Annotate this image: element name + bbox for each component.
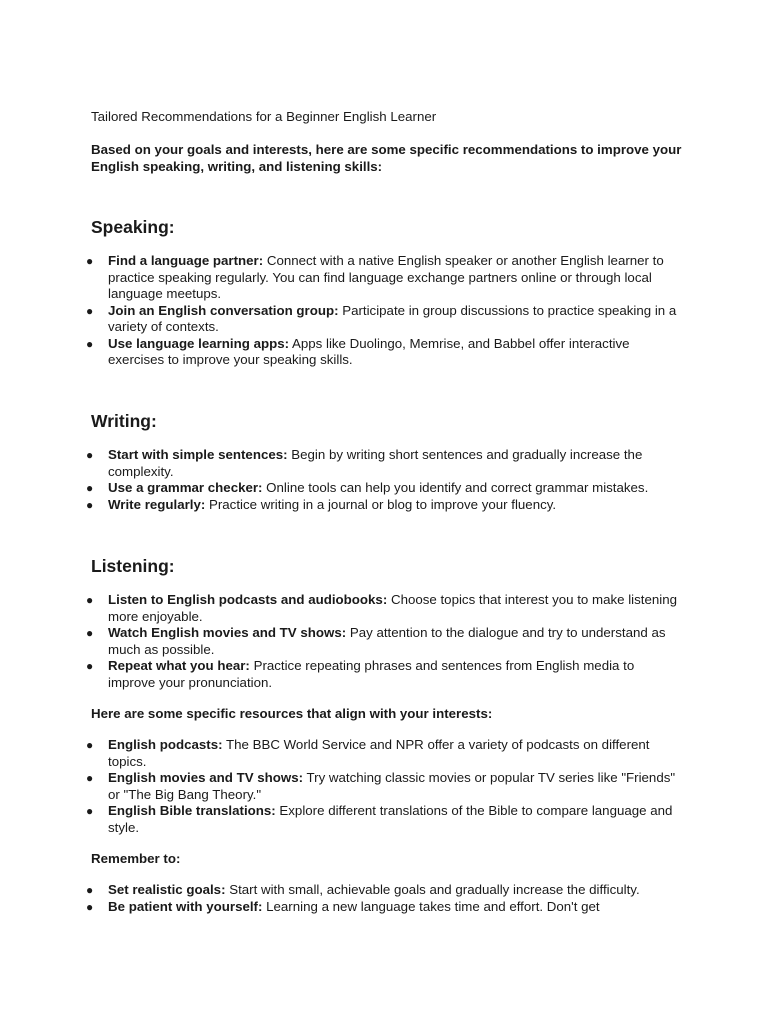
bullet-icon: ●: [86, 303, 94, 318]
intro-paragraph: Based on your goals and interests, here are some specific recommendations to improve your English speaking, writing, and listening skills:: [91, 142, 682, 174]
list-item: [86, 770, 683, 803]
item-text: Pay attention to the dialogue and try to understand as much as possible.: [108, 625, 666, 657]
item-text: The BBC World Service and NPR offer a variety of podcasts on different topics.: [108, 737, 650, 769]
item-label: Join an English conversation group:: [108, 302, 339, 318]
list-item: [86, 803, 683, 836]
item-label: Use a grammar checker:: [108, 480, 263, 495]
item-label: Write regularly:: [108, 496, 206, 512]
item-label: Listen to English podcasts and audiobooks:: [108, 592, 388, 607]
bullet-icon: ●: [86, 336, 94, 351]
list-item: [86, 302, 683, 336]
item-text: Choose topics that interest you to make listening more enjoyable.: [108, 592, 677, 624]
bullet-icon: ●: [86, 254, 94, 268]
list-item: [86, 253, 683, 303]
speaking-list: [86, 253, 683, 369]
bullet-icon: ●: [86, 883, 94, 897]
item-label: English podcasts:: [108, 737, 223, 752]
item-label: Set realistic goals:: [108, 882, 226, 897]
item-text: Practice repeating phrases and sentences from English media to improve your pronunciation.: [108, 658, 635, 690]
bullet-icon: ●: [86, 804, 94, 818]
item-text: Online tools can help you identify and correct grammar mistakes.: [262, 480, 649, 495]
bullet-icon: ●: [86, 497, 94, 512]
item-text: Begin by writing short sentences and gradually increase the complexity.: [108, 447, 643, 479]
list-item: [86, 737, 683, 770]
list-item: [86, 882, 683, 899]
item-text: Practice writing in a journal or blog to improve your fluency.: [205, 496, 557, 512]
item-label: Use language learning apps:: [108, 335, 290, 351]
list-item: [86, 447, 683, 480]
item-text: Learning a new language takes time and effort. Don't get: [262, 898, 600, 914]
document-title: Tailored Recommendations for a Beginner English Learner: [91, 109, 437, 124]
item-label: Be patient with yourself:: [108, 898, 263, 914]
list-item: [86, 496, 683, 514]
bullet-icon: ●: [86, 899, 94, 914]
item-text: Start with small, achievable goals and gradually increase the difficulty.: [225, 882, 640, 897]
item-text: Explore different translations of the Bible to compare language and style.: [108, 803, 673, 835]
item-text: Apps like Duolingo, Memrise, and Babbel offer interactive exercises to improve your speaking skills.: [108, 335, 630, 367]
writing-heading: Writing:: [91, 411, 157, 431]
item-label: English Bible translations:: [108, 803, 276, 818]
list-item: [86, 480, 683, 497]
item-text: Try watching classic movies or popular TV series like "Friends" or "The Big Bang Theory.": [108, 770, 676, 802]
listening-list: [86, 592, 683, 691]
bullet-icon: ●: [86, 771, 94, 785]
resources-intro: Here are some specific resources that align with your interests:: [91, 706, 493, 721]
item-text: Connect with a native English speaker or another English learner to practice speaking regularly. You can find language exchange partners online or through local language meetups.: [108, 253, 664, 301]
writing-list: [86, 447, 683, 513]
list-item: [86, 625, 683, 658]
item-label: Find a language partner:: [108, 253, 264, 268]
bullet-icon: ●: [86, 738, 94, 752]
bullet-icon: ●: [86, 593, 94, 607]
bullet-icon: ●: [86, 659, 94, 673]
list-item: [86, 898, 683, 916]
remember-list: [86, 882, 683, 915]
item-label: Repeat what you hear:: [108, 658, 250, 673]
list-item: [86, 658, 683, 691]
speaking-heading: Speaking:: [91, 217, 175, 237]
resources-list: [86, 737, 683, 836]
listening-heading: Listening:: [91, 556, 175, 576]
bullet-icon: ●: [86, 626, 94, 640]
bullet-icon: ●: [86, 481, 94, 495]
item-label: English movies and TV shows:: [108, 770, 304, 785]
bullet-icon: ●: [86, 448, 94, 462]
item-label: Start with simple sentences:: [108, 447, 288, 462]
item-label: Watch English movies and TV shows:: [108, 625, 347, 640]
item-text: Participate in group discussions to practice speaking in a variety of contexts.: [108, 302, 677, 334]
list-item: [86, 335, 683, 369]
list-item: [86, 592, 683, 625]
remember-intro: Remember to:: [91, 851, 181, 866]
